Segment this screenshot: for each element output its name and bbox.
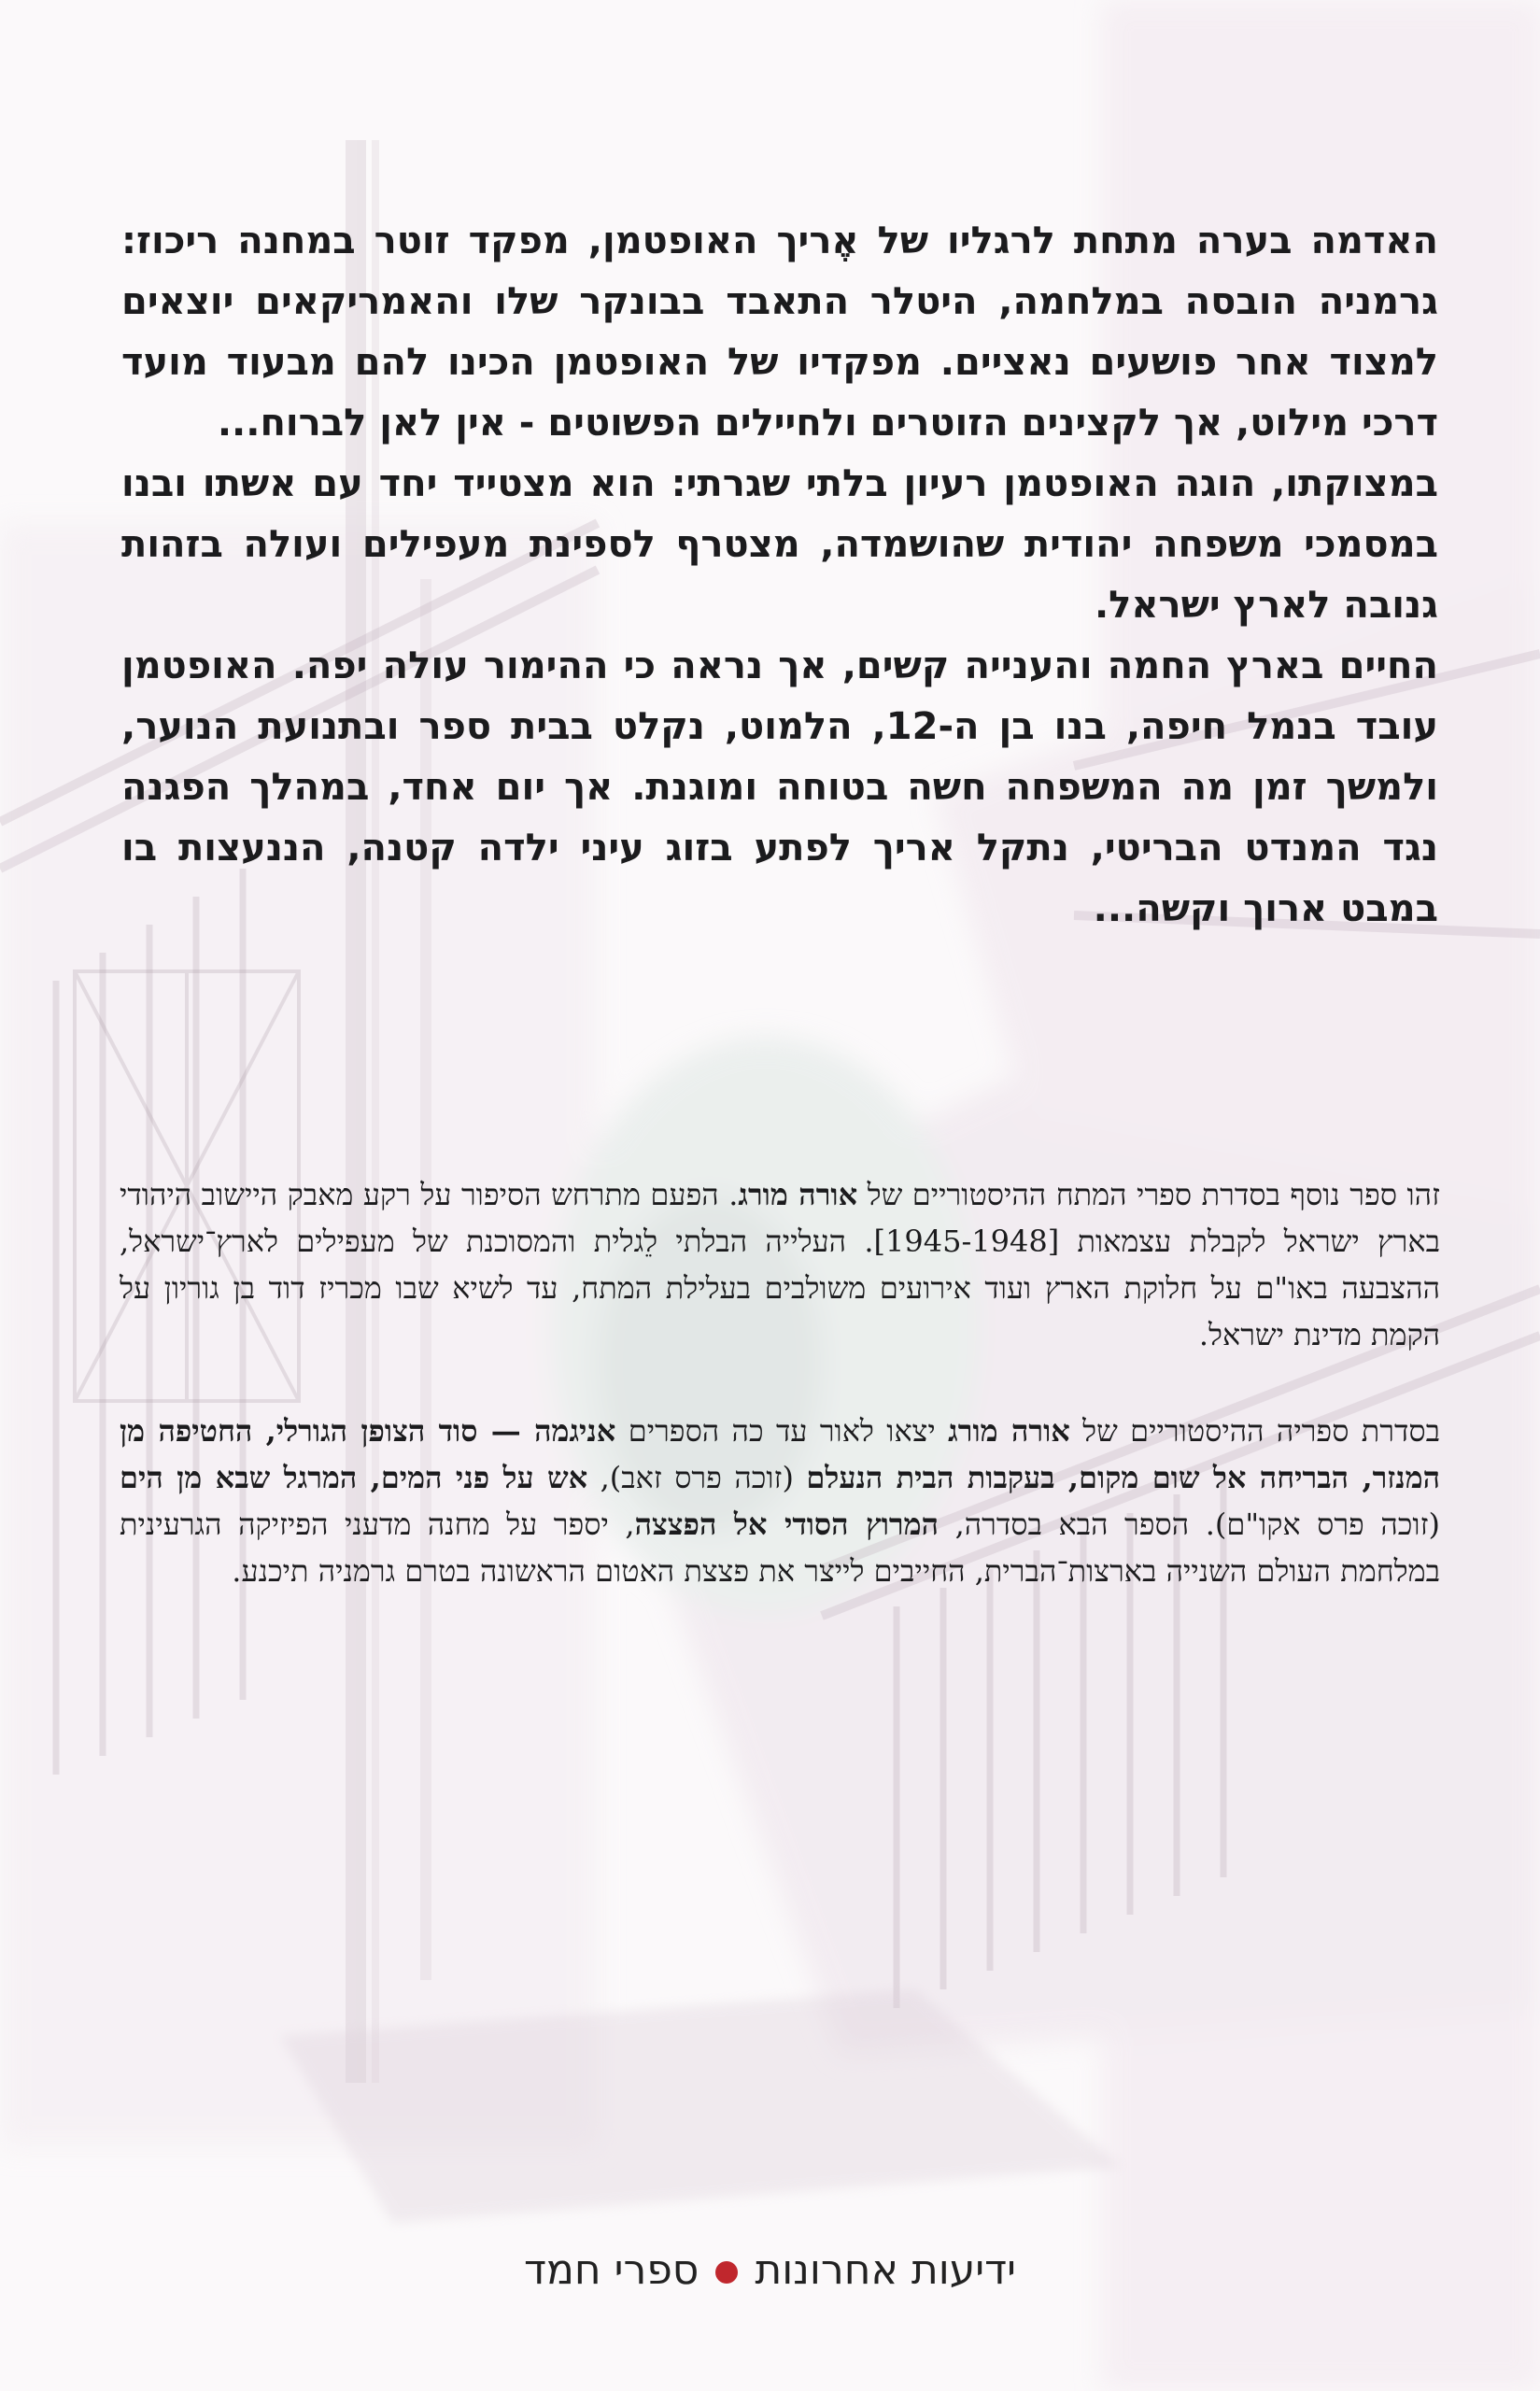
book-titles: אניגמה — סוד הצופן הגורלי, החטיפה מן המנזר, הבריחה אל שום מקום, בעקבות הבית הנעלם	[120, 1413, 1441, 1495]
text-segment: , יספר על מחנה מדעני הפיזיקה הגרעינית במלחמת העולם השנייה בארצות־הברית, החייבים לייצר את פצצת האטום הראשונה בטרם גרמניה תיכנע.	[120, 1507, 1440, 1589]
text-segment: זהו ספר נוסף בסדרת ספרי המתח ההיסטוריים של	[857, 1177, 1441, 1212]
text-segment: בסדרת ספריה ההיסטוריים של	[1069, 1413, 1441, 1449]
author-name: אורה מורג	[738, 1177, 858, 1212]
series-books-paragraph	[120, 1408, 1440, 1594]
blurb-paragraph: במצוקתו, הוגה האופטמן רעיון בלתי שגרתי: הוא מצטייד יחד עם אשתו ובנו במסמכי משפחה יהודית שהושמדה, מצטרף לספינת מעפילים ועולה בזהות גנובה לארץ ישראל.	[121, 462, 1438, 627]
text-segment: יצאו לאור עד כה הספרים	[615, 1413, 949, 1449]
author-name: אורה מורג	[948, 1413, 1070, 1449]
back-cover-blurb	[121, 211, 1438, 940]
next-book-title: המרוץ הסודי אל הפצצה	[634, 1507, 940, 1542]
publisher-imprint: ספרי חמד	[524, 2246, 699, 2294]
publisher-name: ידיעות אחרונות	[755, 2246, 1016, 2294]
blurb-paragraph: החיים בארץ החמה והענייה קשים, אך נראה כי ההימור עולה יפה. האופטמן עובד בנמל חיפה, בנו בן ה-12, הלמוט, נקלט בבית ספר ובתנועת הנוער, ולמשך זמן מה המשפחה חשה בטוחה ומוגנת. אך יום אחד, במהלך הפגנה נגד המנדט הבריטי, נתקל אריך לפתע בזוג עיני ילדה קטנה, הננעצות בו במבט ארוך וקשה...	[121, 644, 1439, 930]
text-segment: (זוכה פרס אקו"ם). הספר הבא בסדרה,	[939, 1507, 1441, 1542]
blurb-paragraph: האדמה בערה מתחת לרגליו של אֶריך האופטמן, מפקד זוטר במחנה ריכוז: גרמניה הובסה במלחמה, היטלר התאבד בבונקר שלו והאמריקאים יוצאים למצוד אחר פושעים נאציים. מפקדיו של האופטמן הכינו להם מבעוד מועד דרכי מילוט, אך לקצינים הזוטרים ולחיילים הפשוטים - אין לאן לברוח...	[121, 219, 1438, 445]
about-series	[120, 1171, 1440, 1644]
publisher-line	[0, 2246, 1540, 2294]
text-segment: . הפעם מתרחש הסיפור על רקע מאבק היישוב היהודי בארץ ישראל לקבלת עצמאות [1945-1948]. העלייה הבלתי לֵגלית והמסוכנת של מעפילים לארץ־ישראל, ההצבעה באו"ם על חלוקת הארץ ועוד אירועים משולבים בעלילת המתח, עד לשיא שבו מכריז דוד בן גוריון על הקמת מדינת ישראל.	[120, 1177, 1441, 1352]
book-titles: אש על פני המים, המרגל שבא מן הים	[120, 1460, 588, 1495]
series-intro-paragraph	[120, 1171, 1440, 1358]
red-dot-icon	[715, 2261, 738, 2284]
text-segment: (זוכה פרס זאב),	[587, 1460, 807, 1495]
